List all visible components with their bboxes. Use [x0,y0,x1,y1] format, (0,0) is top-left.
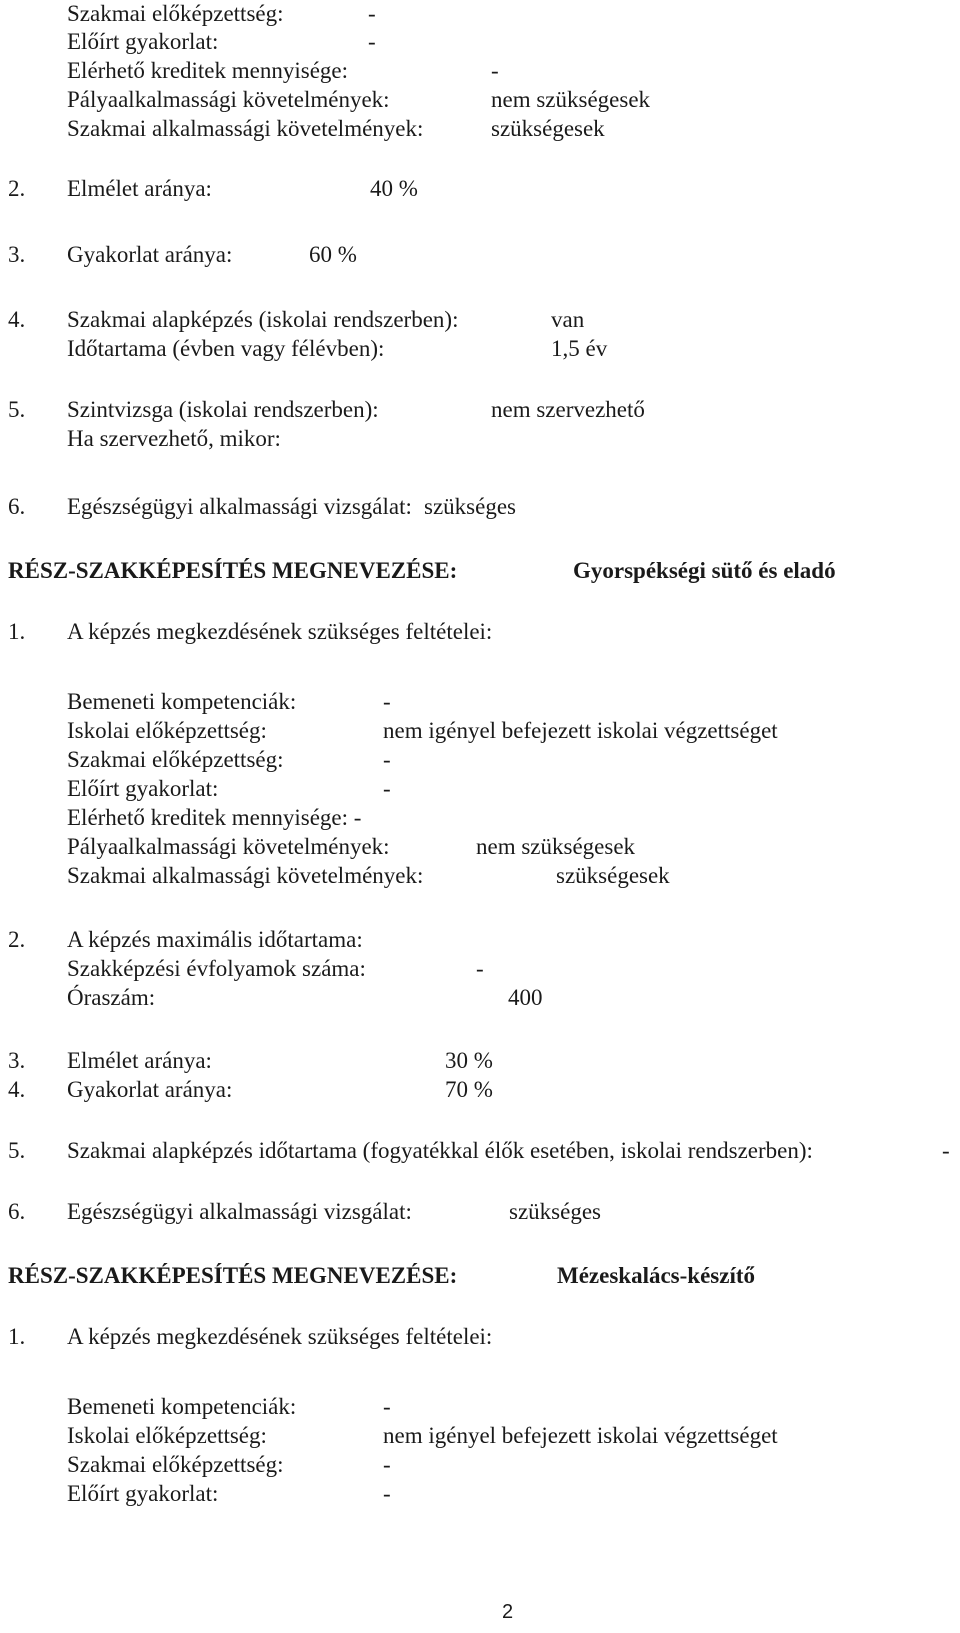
item-sub-label: Ha szervezhető, mikor: [67,426,281,451]
item-value: 60 % [309,242,357,267]
field-value: nem igényel befejezett iskolai végzettséget [383,718,778,743]
item-value: van [551,307,585,332]
field-value: - [491,58,499,83]
field-label: Szakmai alkalmassági követelmények: [67,116,424,141]
item-number: 6. [8,494,26,519]
field-value: - [383,1452,391,1477]
item-label: A képzés megkezdésének szükséges feltételei: [67,619,493,644]
item-sub-value: 1,5 év [551,336,608,361]
section-heading-value: Gyorspékségi sütő és eladó [573,558,836,583]
item-number: 4. [8,307,26,332]
item-number: 1. [8,1324,26,1349]
field-label: Óraszám: [67,985,156,1010]
field-value: - [383,776,391,801]
item-value: 30 % [445,1048,493,1073]
section-heading-label: RÉSZ-SZAKKÉPESÍTÉS MEGNEVEZÉSE: [8,558,458,583]
item-value: 40 % [370,176,418,201]
field-label: Elérhető kreditek mennyisége: [67,58,349,83]
field-text: Elérhető kreditek mennyisége: - [67,805,362,830]
item-label: A képzés megkezdésének szükséges feltételei: [67,1324,493,1349]
item-sub-label: Időtartama (évben vagy félévben): [67,336,385,361]
item-number: 2. [8,927,26,952]
field-label: Előírt gyakorlat: [67,29,219,54]
field-value: - [368,29,376,54]
field-value: nem szükségesek [491,87,651,112]
field-value: - [383,1394,391,1419]
field-label: Pályaalkalmassági követelmények: [67,87,390,112]
item-label: Gyakorlat aránya: [67,242,233,267]
item-number: 4. [8,1077,26,1102]
field-label: Szakmai előképzettség: [67,1452,284,1477]
field-label: Előírt gyakorlat: [67,776,219,801]
item-number: 1. [8,619,26,644]
field-label: Szakmai alkalmassági követelmények: [67,863,424,888]
field-label: Iskolai előképzettség: [67,718,267,743]
field-value: - [383,1481,391,1506]
item-number: 6. [8,1199,26,1224]
field-value: - [476,956,484,981]
field-label: Iskolai előképzettség: [67,1423,267,1448]
item-label: Szakmai alapképzés (iskolai rendszerben): [67,307,459,332]
field-value: nem szükségesek [476,834,636,859]
item-value: szükséges [424,494,516,519]
item-label: Elmélet aránya: [67,176,212,201]
item-number: 5. [8,1138,26,1163]
field-label: Pályaalkalmassági követelmények: [67,834,390,859]
field-label: Szakmai előképzettség: [67,1,284,26]
item-value: nem szervezhető [491,397,645,422]
field-value: 400 [508,985,543,1010]
section-heading-value: Mézeskalács-készítő [557,1263,755,1288]
item-label: Egészségügyi alkalmassági vizsgálat: [67,494,412,519]
field-label: Bemeneti kompetenciák: [67,689,297,714]
item-label: Szintvizsga (iskolai rendszerben): [67,397,379,422]
field-value: - [368,1,376,26]
item-value: - [942,1138,950,1163]
page-number: 2 [502,1601,514,1623]
field-label: Szakmai előképzettség: [67,747,284,772]
item-label: Egészségügyi alkalmassági vizsgálat: [67,1199,412,1224]
item-text: Szakmai alapképzés időtartama (fogyatékkal élők esetében, iskolai rendszerben): [67,1138,813,1163]
item-number: 2. [8,176,26,201]
field-value: - [383,747,391,772]
field-label: Előírt gyakorlat: [67,1481,219,1506]
item-value: szükséges [509,1199,601,1224]
field-value: nem igényel befejezett iskolai végzettséget [383,1423,778,1448]
item-label: A képzés maximális időtartama: [67,927,363,952]
item-value: 70 % [445,1077,493,1102]
field-label: Szakképzési évfolyamok száma: [67,956,366,981]
field-value: szükségesek [491,116,605,141]
item-label: Elmélet aránya: [67,1048,212,1073]
item-label: Gyakorlat aránya: [67,1077,233,1102]
field-label: Bemeneti kompetenciák: [67,1394,297,1419]
item-number: 3. [8,1048,26,1073]
field-value: szükségesek [556,863,670,888]
item-number: 5. [8,397,26,422]
section-heading-label: RÉSZ-SZAKKÉPESÍTÉS MEGNEVEZÉSE: [8,1263,458,1288]
field-value: - [383,689,391,714]
item-number: 3. [8,242,26,267]
